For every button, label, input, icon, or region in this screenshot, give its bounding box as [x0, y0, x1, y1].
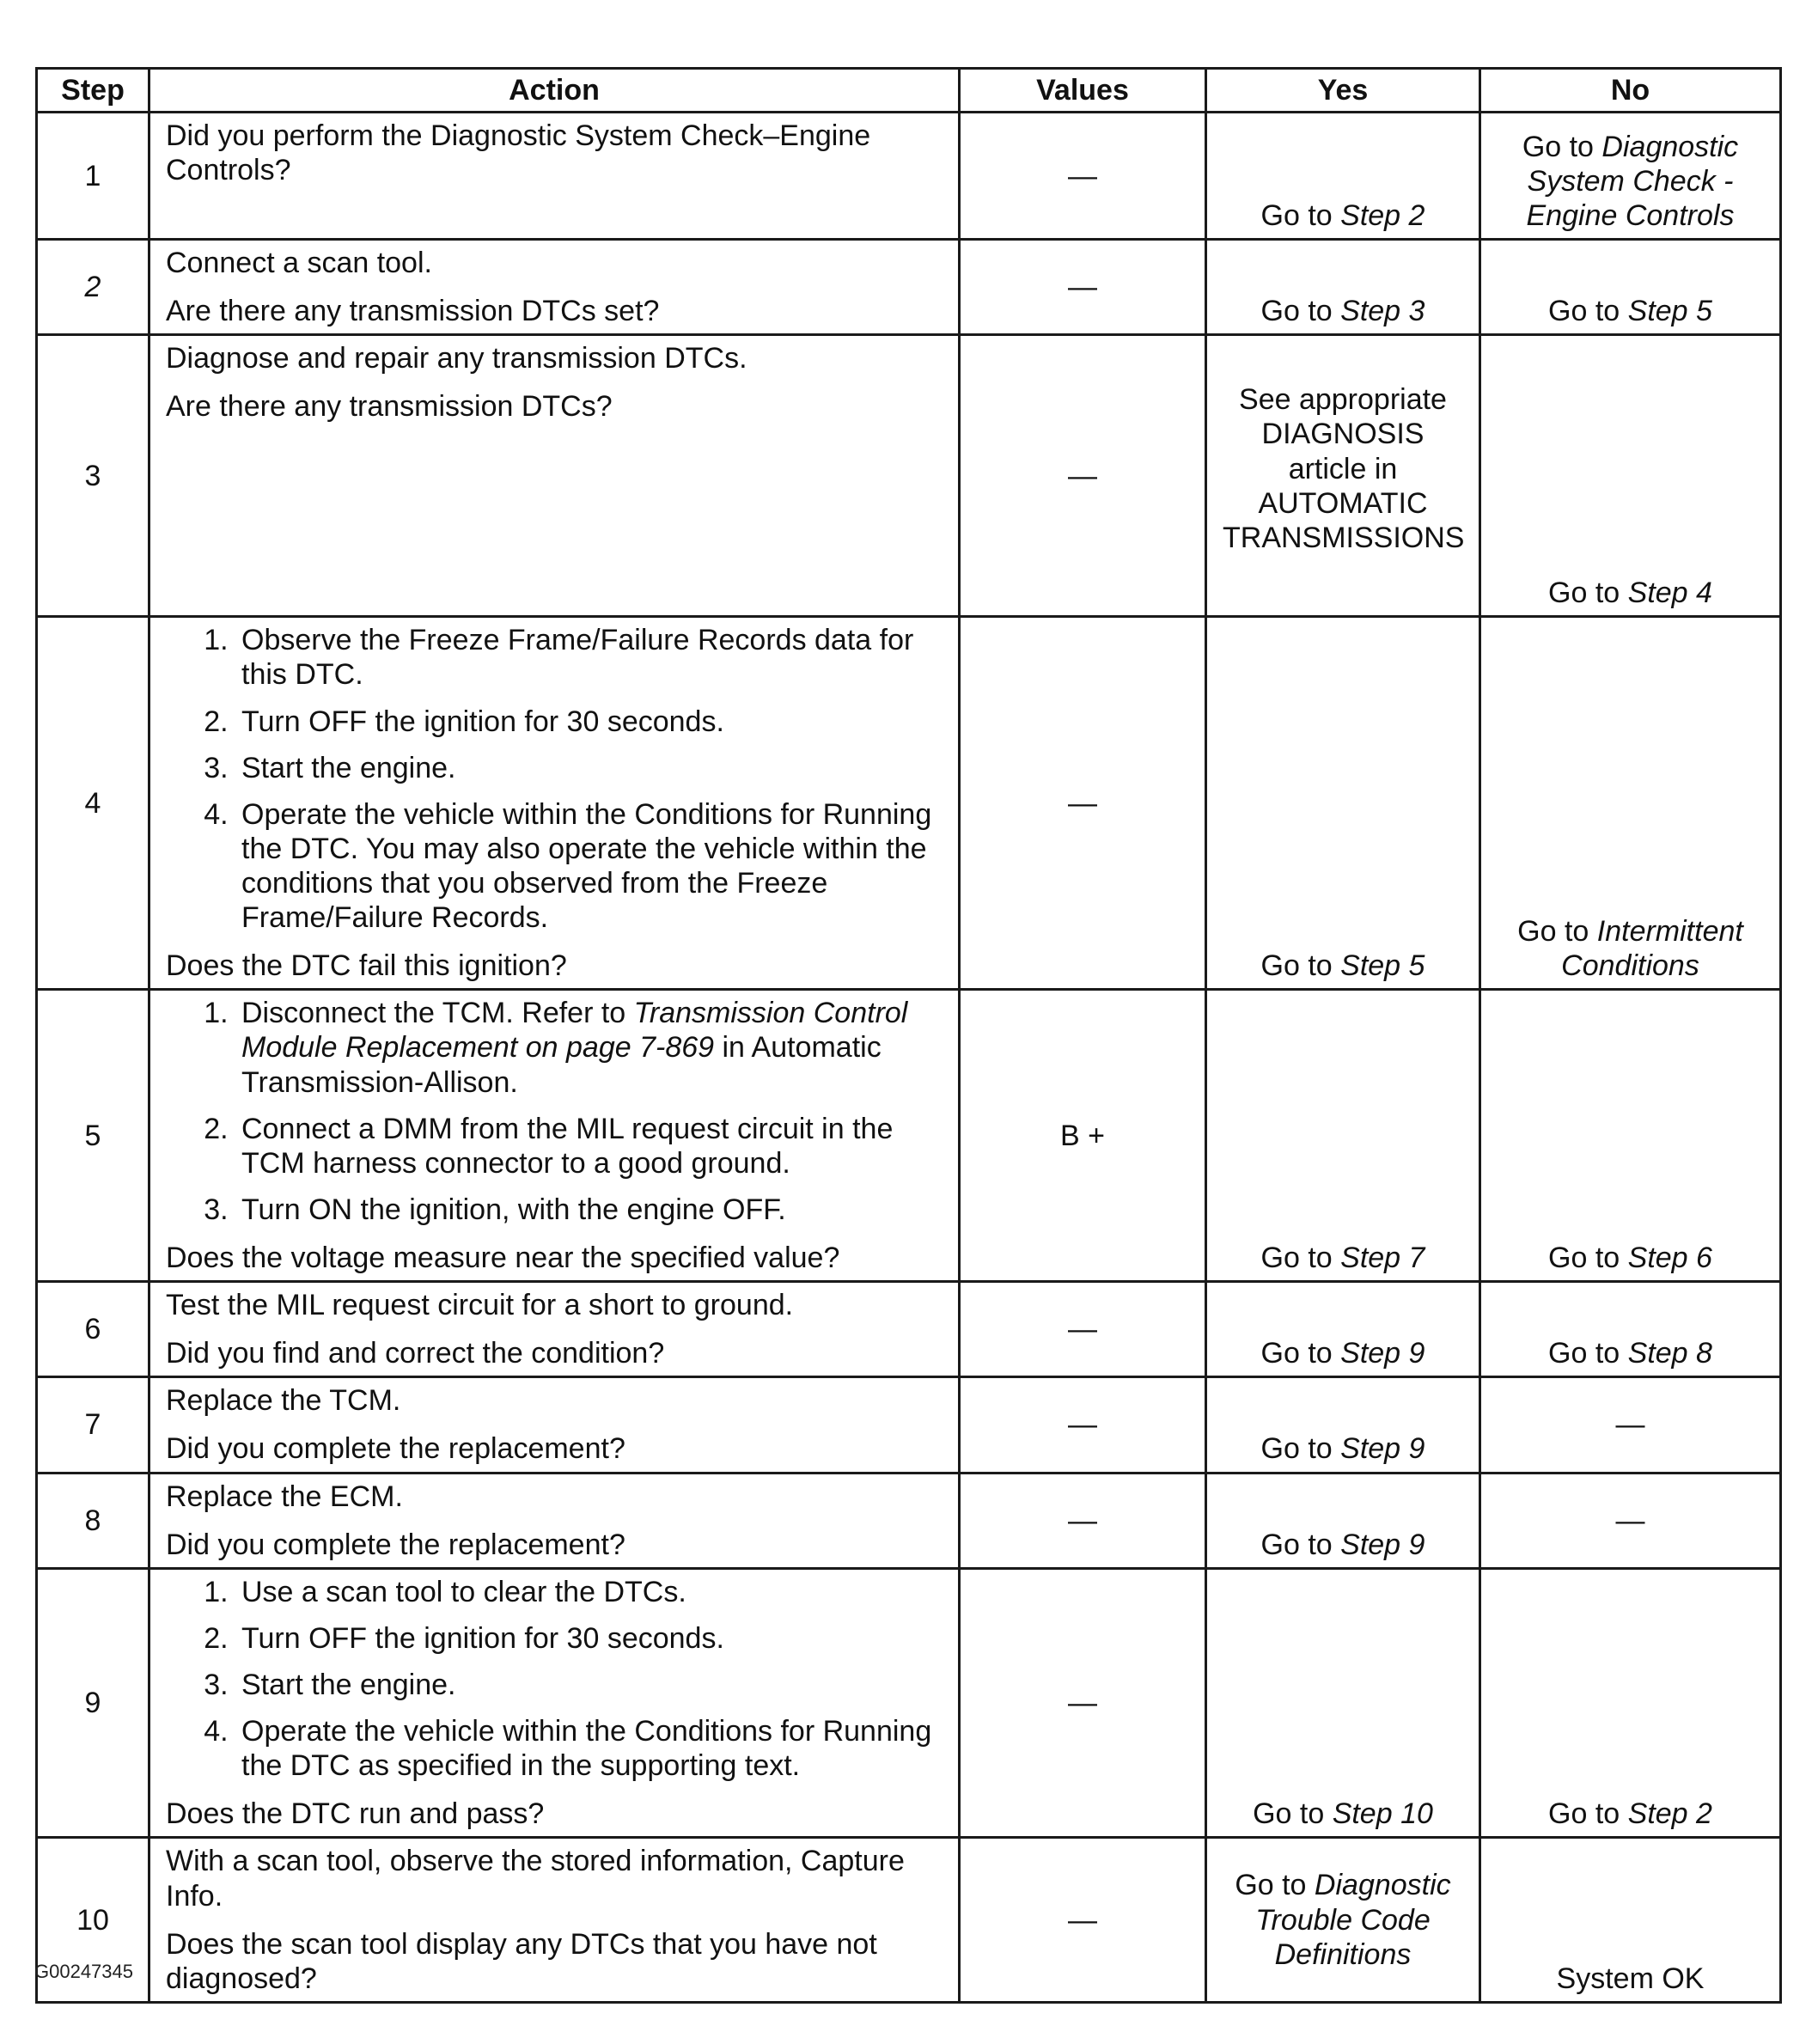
table-row-step-4 [37, 617, 1781, 990]
table-row-step-2 [37, 240, 1781, 335]
yes-link[interactable]: Step 9 [1340, 1337, 1425, 1370]
value-cell: — [960, 1377, 1206, 1473]
action-list-item: 3. Start the engine. [236, 751, 943, 785]
action-text: Diagnose and repair any transmission DTCs. [166, 342, 747, 375]
table-row-step-3 [37, 335, 1781, 617]
yes-link[interactable]: Diagnostic Trouble Code Definitions [1255, 1869, 1451, 1971]
no-cell: — [1480, 1473, 1781, 1568]
value-cell: — [960, 1568, 1206, 1838]
yes-prefix: Go to [1260, 1337, 1341, 1370]
yes-prefix: Go to [1260, 199, 1341, 232]
no-link[interactable]: Step 2 [1627, 1797, 1712, 1831]
yes-link[interactable]: Step 10 [1332, 1797, 1433, 1831]
yes-link[interactable]: Step 7 [1340, 1241, 1425, 1274]
no-link[interactable]: Step 4 [1627, 577, 1712, 610]
table-row-step-9 [37, 1568, 1781, 1838]
no-cell [1480, 335, 1781, 617]
diagnostic-table [35, 67, 1782, 2004]
no-cell [1480, 240, 1781, 335]
action-list [166, 1575, 943, 1784]
yes-cell [1206, 1377, 1480, 1473]
action-text: Did you perform the Diagnostic System Check–Engine Controls? [166, 119, 871, 187]
action-list-item: 1. Observe the Freeze Frame/Failure Records data for this DTC. [236, 623, 943, 692]
step-number: 3 [37, 335, 149, 617]
no-cell [1480, 1568, 1781, 1838]
value-cell: B + [960, 990, 1206, 1282]
no-cell [1480, 1282, 1781, 1377]
figure-id: G00247345 [34, 1961, 133, 1982]
action-cell [149, 1838, 960, 2002]
action-question: Did you complete the replacement? [166, 1432, 625, 1466]
reference-link[interactable]: Transmission Control Module Replacement on page 7-869 [241, 997, 908, 1065]
step-number: 2 [37, 240, 149, 335]
action-list-item: 3. Turn ON the ignition, with the engine OFF. [236, 1193, 943, 1227]
yes-cell [1206, 335, 1480, 617]
table-header-row [37, 69, 1781, 113]
action-question: Does the voltage measure near the specified value? [166, 1241, 840, 1274]
value-cell: — [960, 617, 1206, 990]
action-cell [149, 1568, 960, 1838]
yes-prefix: Go to [1260, 1432, 1341, 1466]
yes-cell [1206, 617, 1480, 990]
table-row-step-6 [37, 1282, 1781, 1377]
table-row-step-1 [37, 113, 1781, 240]
no-prefix: Go to [1522, 130, 1602, 163]
action-text: Replace the ECM. [166, 1480, 403, 1513]
yes-link[interactable]: Step 9 [1340, 1528, 1425, 1561]
yes-cell [1206, 1282, 1480, 1377]
action-question: Are there any transmission DTCs? [166, 390, 613, 424]
action-cell [149, 1282, 960, 1377]
no-prefix: Go to [1517, 915, 1597, 949]
yes-prefix: Go to [1260, 1241, 1341, 1274]
action-list-item: 3. Start the engine. [236, 1668, 943, 1702]
action-text: Replace the TCM. [166, 1384, 401, 1418]
yes-text: See appropriate DIAGNOSIS article in AUTOMATIC TRANSMISSIONS [1223, 383, 1465, 554]
yes-cell [1206, 990, 1480, 1282]
action-list-item: 1. Disconnect the TCM. Refer to Transmission Control Module Replacement on page 7-869 in Automatic Transmission-Allison. [236, 996, 943, 1099]
step-number: 4 [37, 617, 149, 990]
no-prefix: Go to [1548, 1797, 1628, 1831]
no-link[interactable]: Step 8 [1627, 1337, 1712, 1370]
column-header-no: No [1480, 69, 1781, 113]
yes-link[interactable]: Step 3 [1340, 295, 1425, 328]
table-row-step-5 [37, 990, 1781, 1282]
no-cell [1480, 113, 1781, 240]
yes-link[interactable]: Step 9 [1340, 1432, 1425, 1466]
action-list-item: 4. Operate the vehicle within the Conditions for Running the DTC as specified in the supporting text. [236, 1714, 943, 1783]
action-list-item: 1. Use a scan tool to clear the DTCs. [236, 1575, 943, 1609]
no-prefix: Go to [1548, 1241, 1628, 1274]
no-link[interactable]: Diagnostic System Check - Engine Controls [1526, 130, 1739, 232]
yes-cell [1206, 1838, 1480, 2002]
action-cell [149, 335, 960, 617]
action-cell [149, 990, 960, 1282]
value-cell: — [960, 240, 1206, 335]
step-number: 5 [37, 990, 149, 1282]
value-cell: — [960, 1838, 1206, 2002]
action-text: With a scan tool, observe the stored information, Capture Info. [166, 1845, 905, 1913]
action-text: Connect a scan tool. [166, 247, 432, 280]
table-row-step-10 [37, 1838, 1781, 2002]
action-list [166, 996, 943, 1227]
no-cell: System OK [1480, 1838, 1781, 2002]
action-cell [149, 240, 960, 335]
column-header-values: Values [960, 69, 1206, 113]
no-cell: — [1480, 1377, 1781, 1473]
yes-prefix: Go to [1260, 1528, 1341, 1561]
action-question: Does the DTC fail this ignition? [166, 949, 567, 983]
no-cell [1480, 990, 1781, 1282]
yes-prefix: Go to [1235, 1869, 1315, 1902]
no-prefix: Go to [1548, 577, 1628, 610]
action-question: Did you find and correct the condition? [166, 1337, 665, 1370]
value-cell: — [960, 113, 1206, 240]
column-header-action: Action [149, 69, 960, 113]
yes-prefix: Go to [1260, 949, 1341, 983]
step-number: 6 [37, 1282, 149, 1377]
action-list-item: 2. Connect a DMM from the MIL request circuit in the TCM harness connector to a good ground. [236, 1112, 943, 1181]
yes-cell [1206, 1473, 1480, 1568]
action-cell [149, 113, 960, 240]
yes-prefix: Go to [1260, 295, 1341, 328]
table-row-step-8 [37, 1473, 1781, 1568]
yes-link[interactable]: Step 2 [1340, 199, 1425, 232]
step-number: 1 [37, 113, 149, 240]
step-number: 9 [37, 1568, 149, 1838]
yes-link[interactable]: Step 5 [1340, 949, 1425, 983]
yes-cell [1206, 240, 1480, 335]
action-list-item: 2. Turn OFF the ignition for 30 seconds. [236, 1621, 943, 1656]
no-cell [1480, 617, 1781, 990]
action-question: Did you complete the replacement? [166, 1528, 625, 1561]
action-question: Does the scan tool display any DTCs that you have not diagnosed? [166, 1927, 877, 1995]
table-row-step-7 [37, 1377, 1781, 1473]
action-question: Does the DTC run and pass? [166, 1797, 545, 1831]
value-cell: — [960, 1473, 1206, 1568]
yes-cell [1206, 1568, 1480, 1838]
action-list-item: 2. Turn OFF the ignition for 30 seconds. [236, 705, 943, 739]
no-prefix: Go to [1548, 1337, 1628, 1370]
step-number: 8 [37, 1473, 149, 1568]
value-cell: — [960, 335, 1206, 617]
no-prefix: Go to [1548, 295, 1628, 328]
yes-prefix: Go to [1253, 1797, 1333, 1831]
action-cell [149, 1473, 960, 1568]
action-list-item: 4. Operate the vehicle within the Conditions for Running the DTC. You may also operate the vehicle within the conditions that you observed from the Freeze Frame/Failure Records. [236, 797, 943, 935]
no-link[interactable]: Step 6 [1627, 1241, 1712, 1274]
column-header-yes: Yes [1206, 69, 1480, 113]
yes-cell [1206, 113, 1480, 240]
step-number: 10 [37, 1838, 149, 2002]
value-cell: — [960, 1282, 1206, 1377]
step-number: 7 [37, 1377, 149, 1473]
no-link[interactable]: Intermittent Conditions [1561, 915, 1743, 983]
no-link[interactable]: Step 5 [1627, 295, 1712, 328]
action-text: Test the MIL request circuit for a short to ground. [166, 1289, 794, 1322]
action-list [166, 623, 943, 935]
column-header-step: Step [37, 69, 149, 113]
action-cell [149, 1377, 960, 1473]
action-cell [149, 617, 960, 990]
action-question: Are there any transmission DTCs set? [166, 295, 660, 328]
